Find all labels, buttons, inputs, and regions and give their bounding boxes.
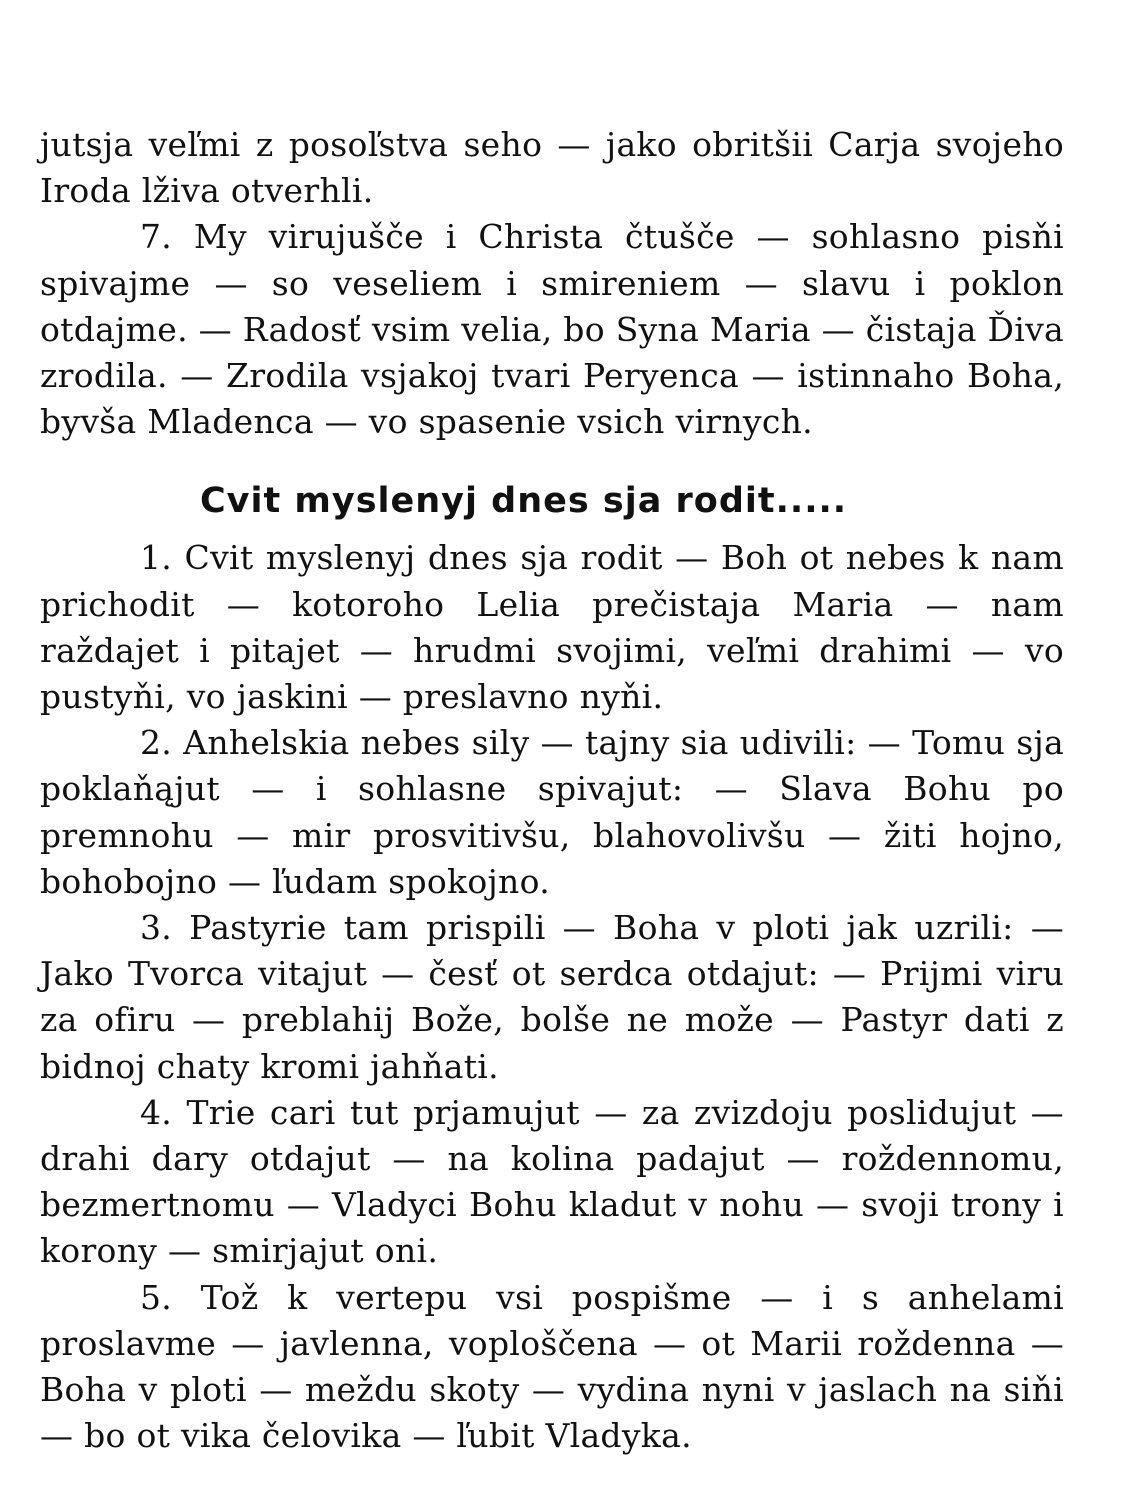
verse-1: 1. Cvit myslenyj dnes sja rodit — Boh ot nebes k nam prichodit — kotoroho Lelia prečistaja Maria — nam raždajet i pitajet — hrudmi svojimi, veľmi drahimi — vo pustyňi, vo jaskini — preslavno nyňi. <box>40 538 1064 717</box>
verse-2: 2. Anhelskia nebes sily — tajny sia udivili: — Tomu sja poklaňąjut — i sohlasne spivajut: — Slava Bohu po premnohu — mir prosvitivšu, blahovolivšu — žiti hojno, bohobojno — ľudam spokojno. <box>40 723 1064 901</box>
document-page <box>40 122 1064 1459</box>
verse-3: 3. Pastyrie tam prispili — Boha v ploti jak uzrili: — Jako Tvorca vitajut — česť ot serdca otdajut: — Prijmi viru za ofiru — preblahij Bože, bolše ne može — Pastyr dati z bidnoj chaty kromi jahňati. <box>40 908 1064 1086</box>
verse-5: 5. Tož k vertepu vsi pospišme — i s anhelami proslavme — javlenna, voploščena — ot Marii roždenna — Boha v ploti — meždu skoty — vydina nyni v jaslach na siňi — bo ot vika čelovika — ľubit Vladyka. <box>40 1277 1064 1456</box>
verse-4: 4. Trie cari tut prjamujut — za zvizdoju poslidujut — drahi dary otdajut — na kolina padajut — roždennomu, bezmertnomu — Vladyci Bohu kladut v nohu — svoji trony i korony — smirjajut oni. <box>40 1092 1064 1271</box>
verse-7: 7. My virujušče i Christa čtušče — sohlasno pisňi spivajme — so veseliem i smireniem — slavu i poklon otdajme. — Radosť vsim velia, bo Syna Maria — čistaja Ďiva zrodila. — Zrodila vsjakoj tvari Peryenca — istinnaho Boha, byvša Mladenca — vo spasenie vsich virnych. <box>40 217 1064 442</box>
paragraph-continuation: jutsja veľmi z posoľstva seho — jako obritšii Carja svojeho Iroda lživa otverhli. <box>40 125 1064 211</box>
song-title: Cvit myslenyj dnes sja rodit..... <box>200 481 848 522</box>
